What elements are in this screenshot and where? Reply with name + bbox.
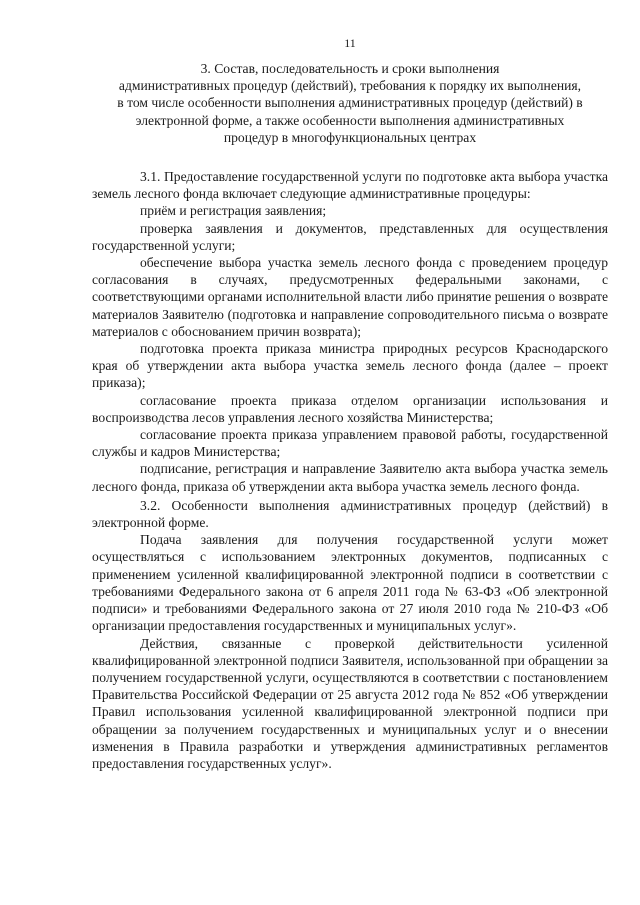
section-heading xyxy=(92,60,608,146)
heading-line: электронной форме, а также особенности выполнения административных xyxy=(135,112,565,128)
procedure-item: приём и регистрация заявления; xyxy=(140,203,327,219)
section-3-1-intro: 3.1. Предоставление государственной услуги по подготовке акта выбора участка земель лесного фонда включает следующие административные процедуры: xyxy=(92,169,608,202)
procedure-item: проверка заявления и документов, представленных для осуществления государственной услуги; xyxy=(92,220,608,253)
heading-line: административных процедур (действий), требования к порядку их выполнения, xyxy=(118,78,582,94)
section-3-2-title: 3.2. Особенности выполнения административных процедур (действий) в электронной форме. xyxy=(92,497,608,531)
heading-line: процедур в многофункциональных центрах xyxy=(223,129,477,145)
procedure-item: согласование проекта приказа отделом организации использования и воспроизводства лесов управления лесного хозяйства Министерства; xyxy=(92,392,608,425)
section-3-2-paragraph: Подача заявления для получения государственной услуги может осуществляться с использованием электронных документов, подписанных с применением усиленной квалифицированной электронной подписи в соответствии с требованиями Федерального закона от 6 апреля 2011 года № 63-ФЗ «Об электронной подписи» и требованиями Федерального закона от 27 июля 2010 года № 210-ФЗ «Об организации предоставления государственных и муниципальных услуг». xyxy=(92,532,608,634)
heading-line: 3. Состав, последовательность и сроки выполнения xyxy=(200,61,500,76)
page-number: 11 xyxy=(344,36,356,50)
heading-line: в том числе особенности выполнения административных процедур (действий) в xyxy=(117,95,583,111)
procedure-item: подготовка проекта приказа министра природных ресурсов Краснодарского края об утверждении акта выбора участка земель лесного фонда (далее – проект приказа); xyxy=(92,341,608,391)
procedure-item: подписание, регистрация и направление Заявителю акта выбора участка земель лесного фонда, приказа об утверждении акта выбора участка земель лесного фонда. xyxy=(92,461,608,494)
procedure-item: согласование проекта приказа управлением правовой работы, государственной службы и кадров Министерства; xyxy=(92,427,608,460)
procedure-item: обеспечение выбора участка земель лесного фонда с проведением процедур согласования в случаях, предусмотренных федеральными законами, с соответствующими органами исполнительной власти либо принятие решения о возврате материалов Заявителю (подготовка и направление сопроводительного письма о возврате материалов с обоснованием причин возврата); xyxy=(92,255,608,339)
section-3-2-paragraph: Действия, связанные с проверкой действительности усиленной квалифицированной электронной подписи Заявителя, использованной при обращении за получением государственной услуги, осуществляются в соответствии с постановлением Правительства Российской Федерации от 25 августа 2012 года № 852 «Об утверждении Правил использования усиленной квалифицированной электронной подписи при обращении за получением государственных и муниципальных услуг и о внесении изменения в Правила разработки и утверждения административных регламентов предоставления государственных услуг». xyxy=(92,635,608,771)
